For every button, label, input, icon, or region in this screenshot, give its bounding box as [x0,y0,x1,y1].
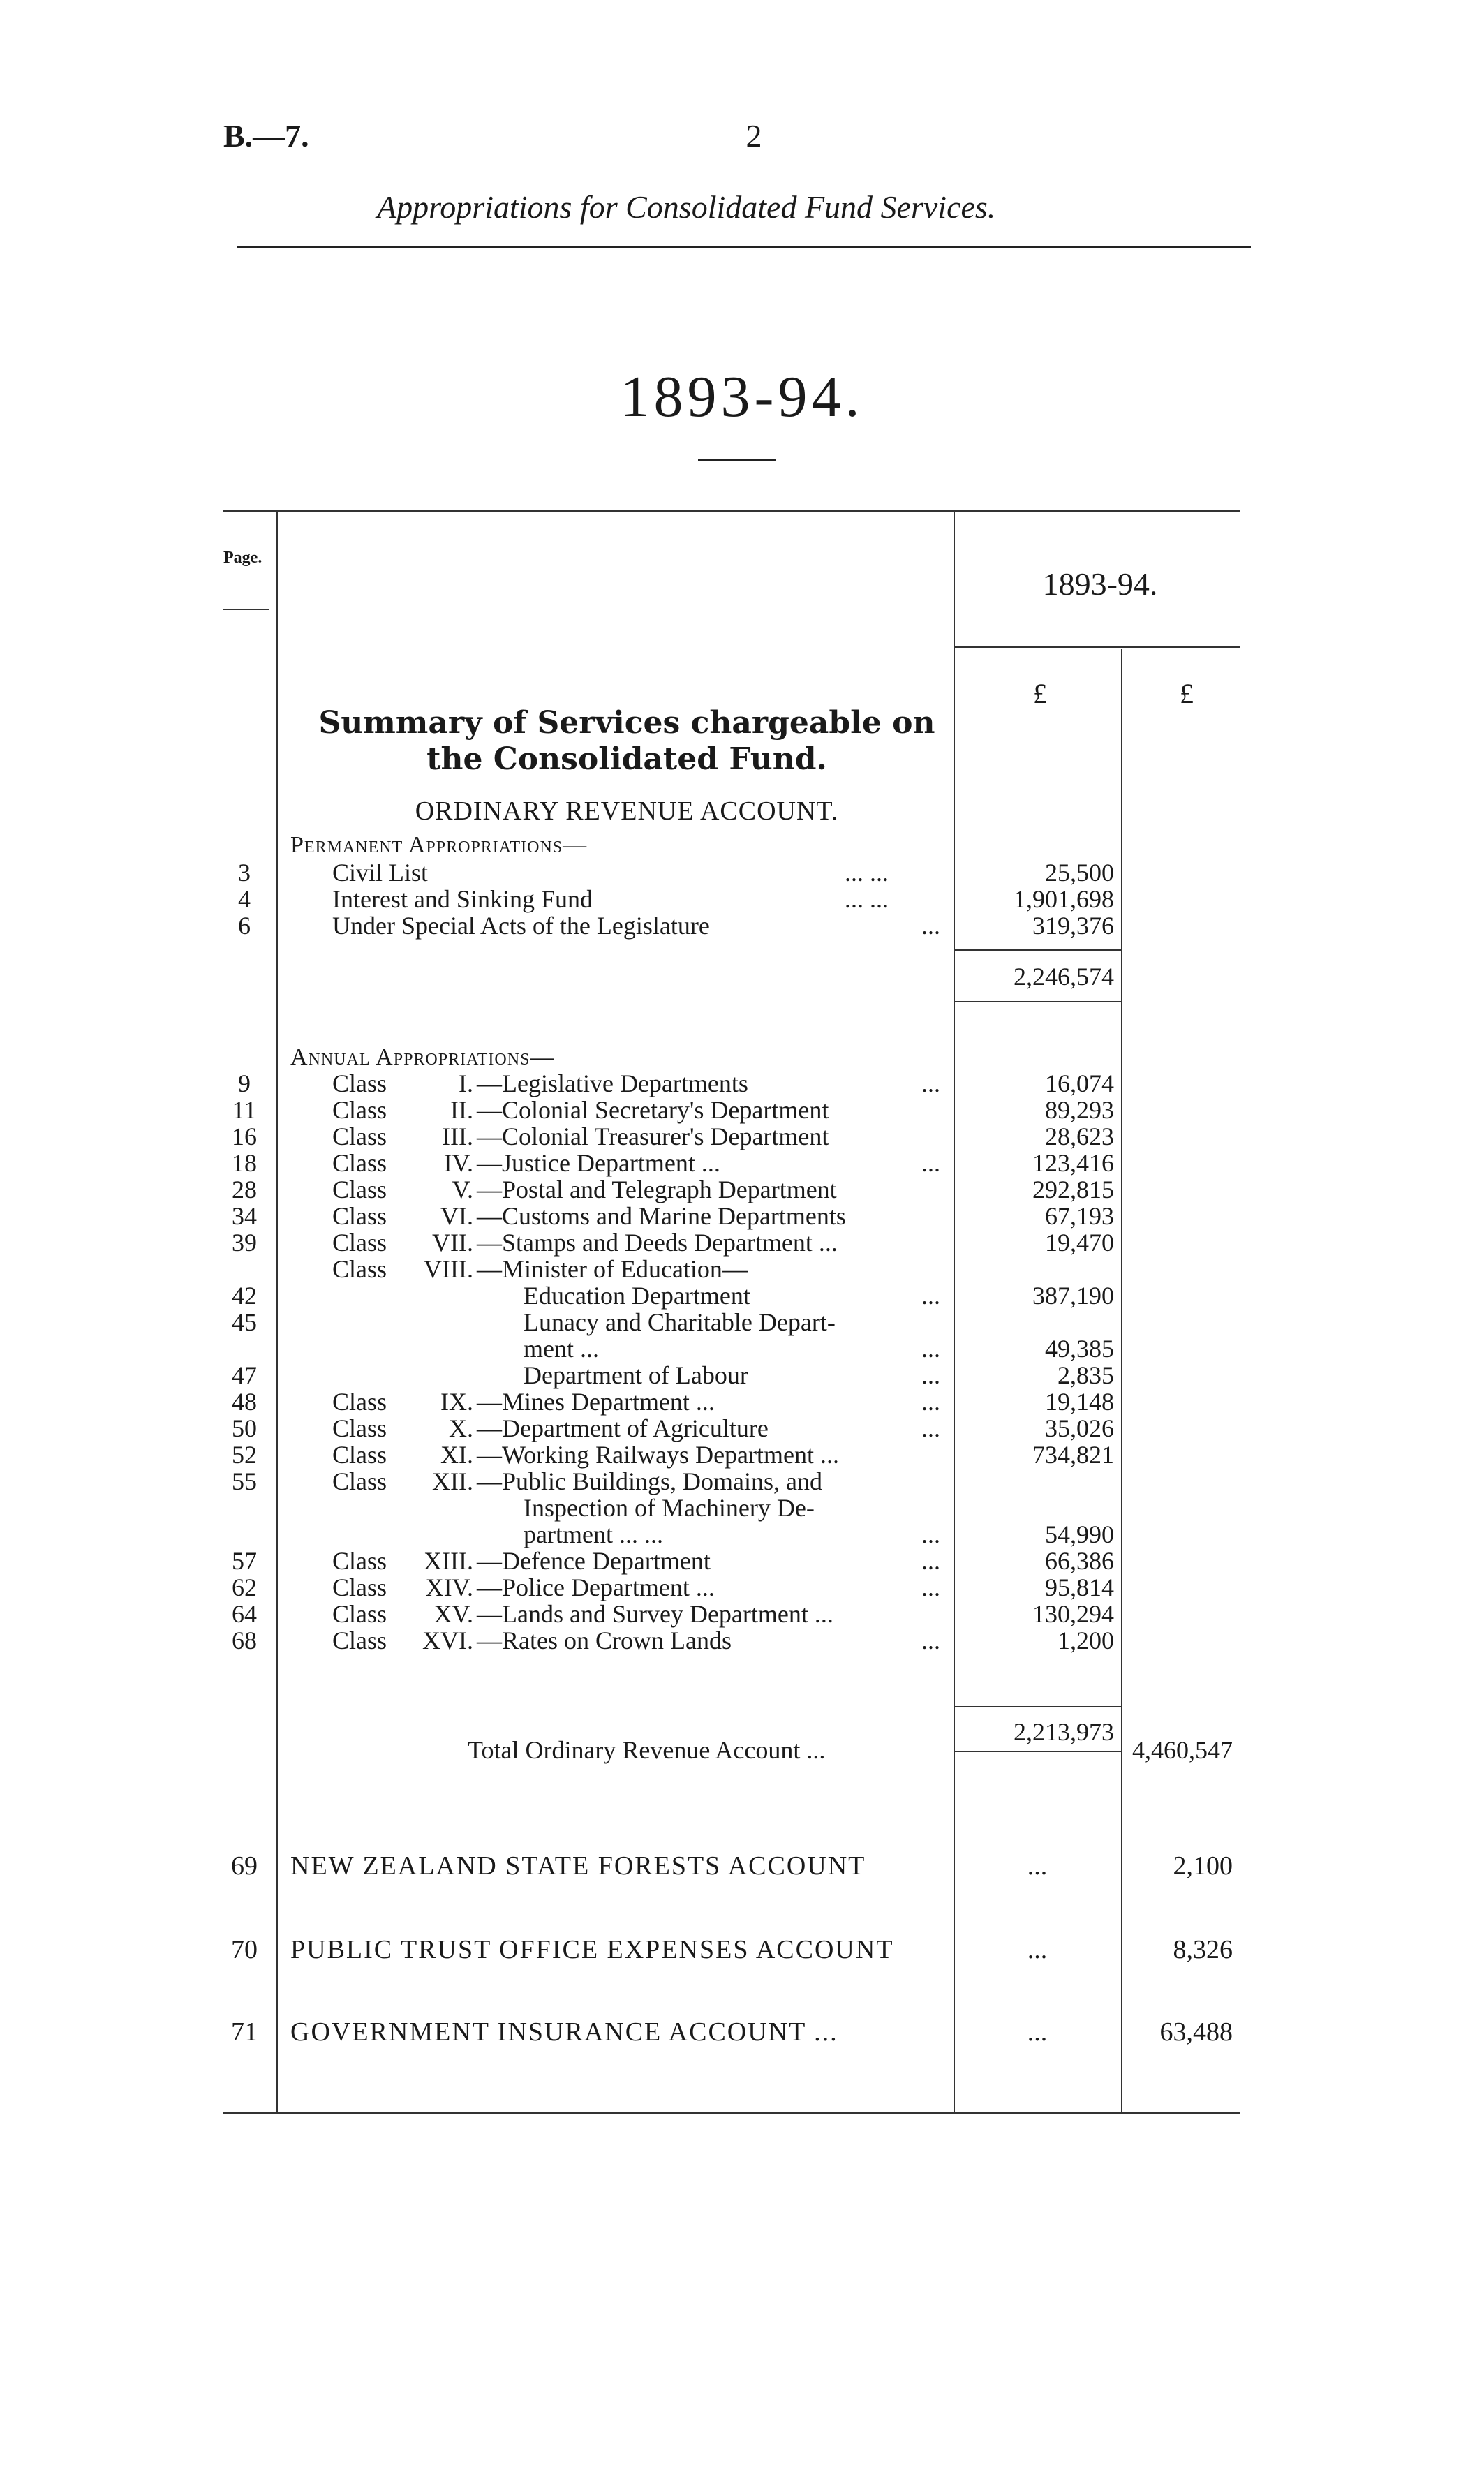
row-class: Class [332,1255,387,1283]
table-row [223,1388,1240,1416]
row-amount: 28,623 [1045,1122,1114,1150]
table-row [223,1069,1240,1097]
page-title: Appropriations for Consolidated Fund Services. [377,189,996,225]
row-description: —Lands and Survey Department ... [477,1600,833,1628]
row-amount: 1,901,698 [1014,885,1114,913]
row-page: 42 [232,1282,257,1310]
document-reference: B.—7. [223,118,309,154]
row-class: Class [332,1229,387,1257]
row-class: Class [332,1626,387,1654]
row-amount: 67,193 [1045,1202,1114,1230]
table-row [223,1202,1240,1230]
row-leader: ... [1027,1935,1048,1964]
annual-appropriations-heading: Annual Appropriations— [290,1044,555,1070]
row-amount: 19,148 [1045,1388,1114,1416]
ordinary-revenue-heading: ORDINARY REVENUE ACCOUNT. [415,796,839,826]
row-leader: ... [921,1547,940,1575]
row-class: Class [332,1122,387,1150]
account-row [223,1850,1240,1882]
row-amount: 19,470 [1045,1229,1114,1257]
table-row [223,1361,1240,1389]
table-row [223,1467,1240,1495]
row-page: 34 [232,1202,257,1230]
permanent-subtotal-underline [954,1001,1121,1002]
row-page: 69 [231,1851,258,1881]
row-amount: 95,814 [1045,1573,1114,1601]
row-label: Civil List [332,859,429,887]
account-name: PUBLIC TRUST OFFICE EXPENSES ACCOUNT [290,1935,894,1964]
table-row [223,1441,1240,1469]
page-header-underline [223,609,269,610]
row-amount: 49,385 [1045,1335,1114,1363]
table-row [223,859,1240,887]
row-amount: 292,815 [1032,1176,1114,1203]
permanent-appropriations-heading: Permanent Appropriations— [290,832,588,858]
row-amount: 89,293 [1045,1096,1114,1124]
table-row [223,912,1240,940]
row-description: —Working Railways Department ... [477,1441,839,1469]
row-amount: 734,821 [1032,1441,1114,1469]
table-row [223,1547,1240,1575]
row-amount: 8,326 [1173,1935,1233,1964]
row-page: 4 [238,885,251,913]
row-page: 52 [232,1441,257,1469]
row-amount: 16,074 [1045,1069,1114,1097]
row-amount: 387,190 [1032,1282,1114,1310]
row-page: 39 [232,1229,257,1257]
row-class: Class [332,1441,387,1469]
row-leader: ... [1027,2017,1048,2047]
row-class-number: XI. [440,1441,473,1469]
row-page: 70 [231,1935,258,1964]
year-underline [698,459,776,461]
row-class-number: XVI. [422,1626,473,1654]
row-description: —Stamps and Deeds Department ... [477,1229,838,1257]
row-description: —Legislative Departments [477,1069,748,1097]
account-name: GOVERNMENT INSURANCE ACCOUNT ... [290,2017,838,2047]
row-leader: ... ... [845,859,889,887]
row-leader: ... [921,1069,940,1097]
account-row [223,2016,1240,2048]
permanent-subtotal: 2,246,574 [1014,963,1114,991]
row-class-number: VI. [440,1202,473,1230]
row-class-number: I. [459,1069,473,1097]
row-description: —Mines Department ... [477,1388,715,1416]
row-leader: ... [921,1335,940,1363]
year-column-header: 1893-94. [1042,566,1158,602]
table-row [223,1573,1240,1601]
row-label: Under Special Acts of the Legislature [332,912,710,940]
row-description: Education Department [524,1282,750,1310]
row-leader: ... [1027,1851,1048,1881]
row-class: Class [332,1149,387,1177]
row-class-number: III. [442,1122,473,1150]
summary-table [223,510,1240,2115]
account-name: NEW ZEALAND STATE FORESTS ACCOUNT [290,1851,866,1881]
row-page: 57 [232,1547,257,1575]
row-leader: ... [921,1414,940,1442]
row-leader: ... [921,1282,940,1310]
row-page: 55 [232,1467,257,1495]
table-row [223,1626,1240,1654]
table-bottom-rule [223,2112,1240,2114]
row-leader: ... [921,1626,940,1654]
year-heading: 1893-94. [620,364,864,429]
row-class-number: IV. [443,1149,473,1177]
row-class: Class [332,1573,387,1601]
row-class-number: XIII. [424,1547,473,1575]
row-leader: ... [921,1573,940,1601]
row-page: 18 [232,1149,257,1177]
table-row [223,1122,1240,1150]
row-class-number: XII. [432,1467,473,1495]
row-page: 6 [238,912,251,940]
row-leader: ... [921,1361,940,1389]
row-description: —Colonial Secretary's Department [477,1096,829,1124]
row-class-number: II. [450,1096,473,1124]
row-class-number: VIII. [424,1255,473,1283]
row-class: Class [332,1069,387,1097]
table-row [223,1282,1240,1310]
row-leader: ... ... [845,885,889,913]
row-leader: ... [921,912,940,940]
table-row [223,1600,1240,1628]
table-row [223,1335,1240,1363]
row-amount: 35,026 [1045,1414,1114,1442]
row-leader: ... [921,1388,940,1416]
row-leader: ... [921,1149,940,1177]
row-page: 62 [232,1573,257,1601]
table-row [223,1255,1240,1283]
row-page: 28 [232,1176,257,1203]
annual-subtotal-rule [954,1706,1121,1707]
row-page: 48 [232,1388,257,1416]
permanent-subtotal-rule [954,949,1121,951]
row-class: Class [332,1176,387,1203]
summary-title-line-1: Summary of Services chargeable on [318,705,935,741]
row-amount: 2,100 [1173,1851,1233,1881]
row-page: 3 [238,859,251,887]
row-description: —Department of Agriculture [477,1414,769,1442]
row-description: ment ... [524,1335,599,1363]
row-label: Interest and Sinking Fund [332,885,593,913]
table-row [223,1176,1240,1203]
row-class-number: VII. [432,1229,473,1257]
table-row [223,885,1240,913]
row-description: —Minister of Education— [477,1255,748,1283]
row-amount: 54,990 [1045,1520,1114,1548]
row-class-number: V. [452,1176,473,1203]
row-class-number: IX. [440,1388,473,1416]
row-class: Class [332,1467,387,1495]
row-amount: 66,386 [1045,1547,1114,1575]
account-row [223,1934,1240,1966]
row-amount: 130,294 [1032,1600,1114,1628]
row-class-number: XV. [433,1600,473,1628]
row-description: —Justice Department ... [477,1149,720,1177]
row-description: Department of Labour [524,1361,748,1389]
row-page: 64 [232,1600,257,1628]
row-page: 47 [232,1361,257,1389]
annual-subtotal: 2,213,973 [1014,1718,1114,1746]
table-row [223,1149,1240,1177]
year-header-underline [954,646,1240,648]
row-class: Class [332,1202,387,1230]
summary-title [307,705,947,778]
annual-subtotal-underline [954,1751,1121,1752]
row-description: —Customs and Marine Departments [477,1202,846,1230]
summary-title-line-2: the Consolidated Fund. [426,741,827,777]
row-description: —Public Buildings, Domains, and [477,1467,822,1495]
total-ordinary-label: Total Ordinary Revenue Account ... [468,1736,826,1764]
row-description: Lunacy and Charitable Depart- [524,1308,836,1336]
row-description: —Police Department ... [477,1573,715,1601]
table-row [223,1414,1240,1442]
row-leader: ... [921,1520,940,1548]
row-amount: 63,488 [1159,2017,1233,2047]
row-class-number: XIV. [425,1573,473,1601]
page-column-header: Page. [223,549,262,567]
row-class: Class [332,1096,387,1124]
row-description: —Defence Department [477,1547,711,1575]
row-amount: 25,500 [1045,859,1114,887]
row-description: —Postal and Telegraph Department [477,1176,837,1203]
header-rule [237,246,1251,248]
row-amount: 123,416 [1032,1149,1114,1177]
row-class: Class [332,1547,387,1575]
table-row [223,1229,1240,1257]
row-page: 50 [232,1414,257,1442]
row-amount: 1,200 [1058,1626,1114,1654]
table-top-rule [223,510,1240,512]
table-row [223,1520,1240,1548]
row-description: Inspection of Machinery De- [524,1494,815,1522]
table-row [223,1308,1240,1336]
row-page: 45 [232,1308,257,1336]
row-amount: 2,835 [1058,1361,1114,1389]
row-description: partment ... ... [524,1520,663,1548]
row-description: —Colonial Treasurer's Department [477,1122,829,1150]
table-row [223,1096,1240,1124]
row-page: 11 [232,1096,257,1124]
row-page: 16 [232,1122,257,1150]
currency-symbol-1: £ [1033,678,1047,709]
table-row [223,1494,1240,1522]
total-ordinary-amount: 4,460,547 [1132,1736,1233,1764]
row-class: Class [332,1600,387,1628]
row-amount: 319,376 [1032,912,1114,940]
row-page: 9 [238,1069,251,1097]
row-class: Class [332,1414,387,1442]
currency-symbol-2: £ [1180,678,1194,709]
row-description: —Rates on Crown Lands [477,1626,732,1654]
page-number: 2 [745,118,762,154]
row-class-number: X. [449,1414,473,1442]
row-class: Class [332,1388,387,1416]
row-page: 68 [232,1626,257,1654]
row-page: 71 [231,2017,258,2047]
